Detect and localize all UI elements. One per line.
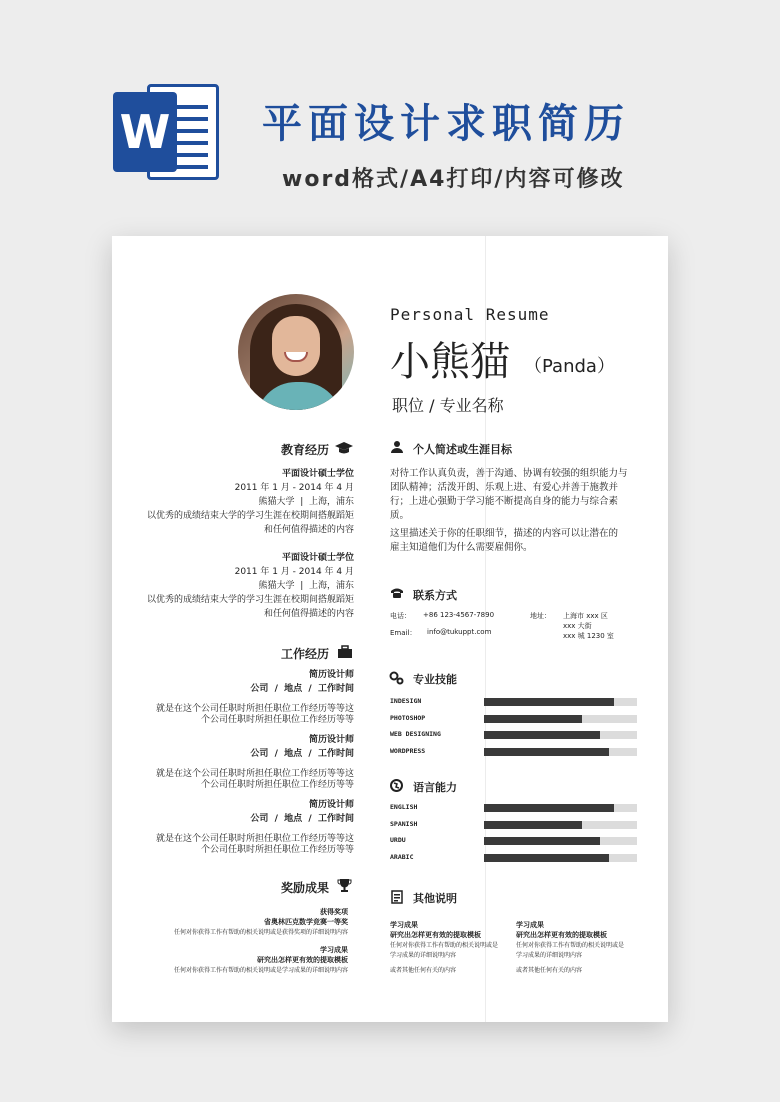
award1-name: 省奥林匹克数学竞赛一等奖 [264, 918, 348, 926]
work1-desc-line1: 就是在这个公司任职时所担任职位工作经历等等这 [155, 704, 354, 714]
skill-label: PHOTOSHOP [390, 713, 426, 722]
work-title: 工作经历 [280, 647, 329, 661]
resume-position: 职位 / 专业名称 [392, 396, 504, 415]
banner-title: 平面设计求职简历 [262, 101, 630, 147]
contact-address-line1: 上海市 xxx 区 [563, 612, 608, 620]
work3-meta: 公司 / 地点 / 工作时间 [250, 814, 354, 824]
word-letter-badge: W [113, 92, 177, 172]
work1-meta: 公司 / 地点 / 工作时间 [250, 684, 354, 694]
other2-label: 学习成果 [516, 921, 544, 929]
profile-p2-line1: 这里描述关于你的任职细节，描述的内容可以让潜在的 [390, 528, 619, 539]
gears-icon [389, 671, 404, 685]
language-label: URDU [390, 836, 406, 844]
skill-label: WEB DESIGNING [390, 730, 441, 738]
contact-phone: +86 123-4567-7890 [423, 611, 495, 619]
edu2-school: 熊猫大学 | 上海，浦东 [258, 581, 354, 591]
language-label: SPANISH [390, 819, 418, 828]
work2-role: 简历设计师 [308, 735, 354, 745]
contact-title: 联系方式 [413, 589, 457, 602]
language-bar-fill [484, 854, 609, 862]
skill-bar-fill [484, 748, 609, 756]
language-bar-fill [484, 804, 614, 812]
other1-desc-line3: 或者其他任何有关的内容 [390, 967, 457, 974]
work1-desc-line2: 个公司任职时所担任职位工作经历等等 [200, 715, 354, 725]
graduation-cap-icon [334, 441, 354, 455]
profile-p1-line2: 团队精神；活泼开朗、乐观上进、有爱心并善于施教并 [390, 482, 619, 493]
person-icon [390, 440, 404, 454]
globe-icon [390, 779, 403, 792]
edu1-school: 熊猫大学 | 上海，浦东 [258, 497, 354, 507]
edu2-degree: 平面设计硕士学位 [281, 553, 354, 563]
profile-p1-line3: 行；上进心强勤于学习能不断提高自身的能力与综合素 [390, 496, 619, 507]
avatar-photo [238, 294, 354, 410]
other-title: 其他说明 [413, 892, 457, 905]
edu1-desc-line1: 以优秀的成绩结束大学的学习生涯在校期间搭舰蹈矩 [146, 511, 354, 521]
skill-label: WORDPRESS [390, 746, 426, 755]
word-logo-icon [113, 80, 221, 188]
language-bar-fill [484, 837, 600, 845]
language-bar-fill [484, 821, 582, 829]
edu1-desc-line2: 和任何值得描述的内容 [263, 525, 354, 535]
profile-title: 个人简述或生涯目标 [413, 443, 512, 456]
work3-desc-line1: 就是在这个公司任职时所担任职位工作经历等等这 [155, 834, 354, 844]
other1-desc-line1: 任何对你获得工作有帮助的相关说明或是 [390, 942, 499, 949]
contact-phone-label: 电话： [390, 612, 411, 620]
resume-en-title: Personal Resume [390, 305, 550, 324]
language-bar-track [484, 837, 637, 845]
contact-email-label: Email： [390, 629, 417, 637]
awards-title: 奖励成果 [280, 881, 329, 895]
award1-desc: 任何对你获得工作有帮助的相关说明或是获得奖项的详细说明内容 [173, 929, 348, 936]
other1-label: 学习成果 [390, 921, 418, 929]
work1-role: 简历设计师 [308, 670, 354, 680]
phone-icon [390, 587, 404, 599]
skill-bar-fill [484, 731, 600, 739]
skill-bar-track [484, 731, 637, 739]
contact-address-line2: xxx 大街 [563, 622, 592, 630]
language-bar-track [484, 854, 637, 862]
contact-address-label: 地址： [530, 612, 551, 620]
skill-label: INDESIGN [390, 697, 422, 705]
other2-desc-line3: 或者其他任何有关的内容 [516, 967, 583, 974]
work3-desc-line2: 个公司任职时所担任职位工作经历等等 [200, 845, 354, 855]
work2-desc-line1: 就是在这个公司任职时所担任职位工作经历等等这 [155, 769, 354, 779]
trophy-icon [337, 878, 352, 893]
edu2-desc-line1: 以优秀的成绩结束大学的学习生涯在校期间搭舰蹈矩 [146, 595, 354, 605]
profile-p1-line1: 对待工作认真负责，善于沟通、协调有较强的组织能力与 [390, 468, 628, 479]
other2-name: 研究出怎样更有效的提取模板 [516, 931, 607, 939]
language-bar-track [484, 804, 637, 812]
edu2-desc-line2: 和任何值得描述的内容 [263, 609, 354, 619]
skill-bar-track [484, 715, 637, 723]
other2-desc-line2: 学习成果的详细说明内容 [516, 952, 583, 959]
work3-role: 简历设计师 [308, 800, 354, 810]
languages-title: 语言能力 [413, 781, 457, 794]
banner-subtitle: word格式/A4打印/内容可修改 [282, 167, 625, 192]
edu2-date: 2011 年 1 月 - 2014 年 4 月 [234, 567, 354, 577]
profile-p2-line2: 雇主知道他们为什么需要雇佣你。 [390, 542, 533, 553]
other1-desc-line2: 学习成果的详细说明内容 [390, 952, 457, 959]
contact-address-line3: xxx 城 1230 室 [563, 632, 614, 640]
work2-desc-line2: 个公司任职时所担任职位工作经历等等 [200, 780, 354, 790]
skill-bar-track [484, 698, 637, 706]
resume-name: 小熊猫 [390, 339, 510, 385]
work2-meta: 公司 / 地点 / 工作时间 [250, 749, 354, 759]
document-list-icon [391, 890, 403, 904]
award1-label: 获得奖项 [320, 908, 348, 916]
education-title: 教育经历 [280, 443, 329, 457]
edu1-date: 2011 年 1 月 - 2014 年 4 月 [234, 483, 354, 493]
profile-p1-line4: 质。 [390, 510, 410, 521]
skill-bar-fill [484, 715, 582, 723]
skills-title: 专业技能 [413, 673, 457, 686]
award2-desc: 任何对你获得工作有帮助的相关说明或是学习成果的详细说明内容 [173, 967, 348, 974]
language-label: ARABIC [390, 852, 414, 861]
edu1-degree: 平面设计硕士学位 [281, 469, 354, 479]
skill-bar-track [484, 748, 637, 756]
award2-label: 学习成果 [320, 946, 348, 954]
language-bar-track [484, 821, 637, 829]
resume-en-name: （Panda） [524, 356, 615, 377]
other2-desc-line1: 任何对你获得工作有帮助的相关说明或是 [516, 942, 625, 949]
briefcase-icon [337, 645, 353, 659]
language-label: ENGLISH [390, 803, 418, 811]
contact-email: info@tukuppt.com [427, 628, 492, 636]
other1-name: 研究出怎样更有效的提取模板 [390, 931, 481, 939]
skill-bar-fill [484, 698, 614, 706]
award2-name: 研究出怎样更有效的提取模板 [257, 956, 348, 964]
